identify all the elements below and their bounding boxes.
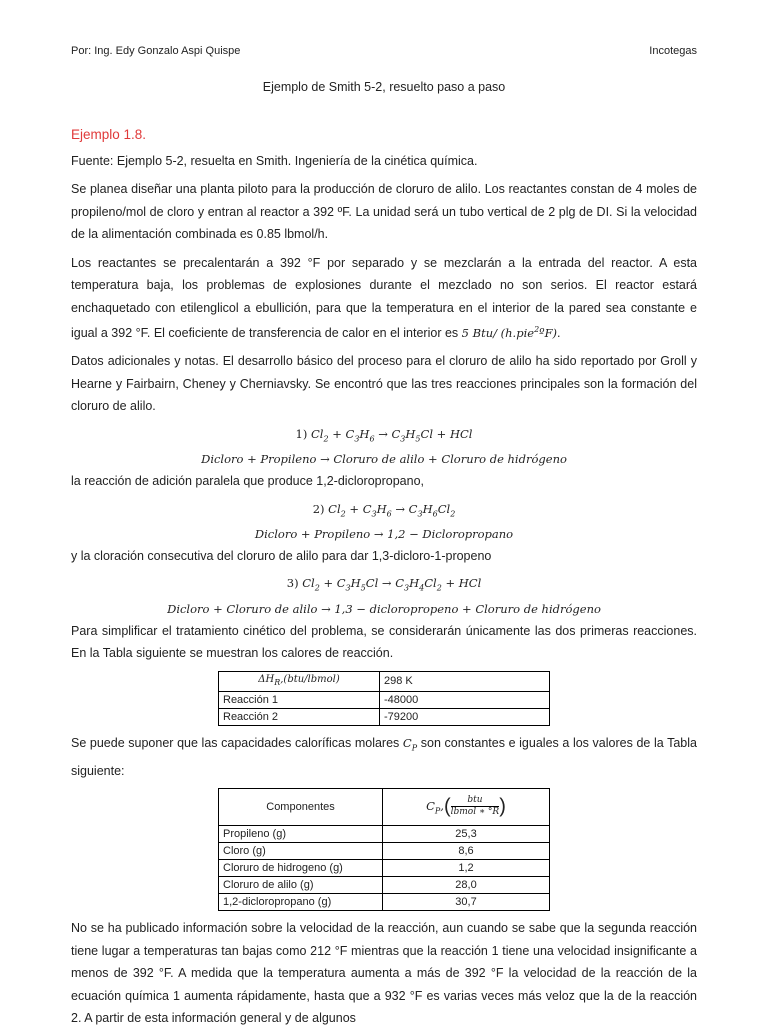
reaction-heat-cell: -48000 <box>380 691 550 708</box>
paragraph-kinetics: No se ha publicado información sobre la velocidad de la reacción, aun cuando se sabe que la segunda reacción tiene lugar a temperaturas tan bajas como 212 °F mientras que la reacción 1 tiene una velocidad insignificante a menos de 392 °F. A medida que la temperatura aumenta a más de 392 °F la velocidad de la reacción de la ecuación química 1 aumenta rápidamente, hasta que a 932 °F es varias veces más veloz que la de la reacción 2. A partir de esta información general y de algunos <box>71 921 697 1026</box>
reaction-2-words: Dicloro + Propileno → 1,2 − Dicloropropano <box>254 526 514 541</box>
table-row <box>219 860 550 877</box>
cp-symbol: $C_P$ <box>402 735 418 753</box>
table-row <box>219 691 550 708</box>
paragraph-preheat-text: Los reactantes se precalentarán a 392 °F por separado y se mezclarán a la entrada del reactor. A esta temperatura baja, los problemas de explosiones durante el mezclado no son serios. El reactor estará enchaquetado con etilenglicol a ebullición, para que la temperatura en el interior de la pared sea constante e igual a 392 °F. El coeficiente de transferencia de calor en el interior es <box>71 255 697 340</box>
component-cell: Cloruro de alilo (g) <box>219 877 383 894</box>
reaction-name-cell: Reacción 1 <box>219 691 380 708</box>
document-body <box>71 124 697 1036</box>
paragraph-heat-capacity: Se puede suponer que las capacidades caloríficas molares $C_P$ son constantes e iguales a los valores de la Tabla siguiente: <box>71 735 697 778</box>
reaction-1-words: Dicloro + Propileno → Cloruro de alilo + Cloruro de hidrógeno <box>201 452 567 467</box>
heat-capacity-table <box>218 788 550 911</box>
table-row <box>219 877 550 894</box>
reaction-3-words: Dicloro + Cloruro de alilo → 1,3 − dicloropropeno + Cloruro de hidrógeno <box>167 601 601 616</box>
cp-value-cell: 25,3 <box>383 826 550 843</box>
table-header-row <box>219 671 550 691</box>
component-cell: Propileno (g) <box>219 826 383 843</box>
cp-value-cell: 1,2 <box>383 860 550 877</box>
cp-value-cell: 8,6 <box>383 843 550 860</box>
reaction-1-formula: 1) $Cl_2 + C_3H_6 \to C_3H_5Cl$ + HCl <box>295 426 473 444</box>
paragraph-source: Fuente: Ejemplo 5-2, resuelta en Smith. Ingeniería de la cinética química. <box>71 153 478 168</box>
heat-column-header: $\Delta H_R,(btu/lbmol)$ <box>219 671 380 691</box>
table-row <box>219 708 550 725</box>
table-row <box>219 843 550 860</box>
reaction-heat-cell: -79200 <box>380 708 550 725</box>
org-label: Incotegas <box>649 45 697 57</box>
cp-value-cell: 30,7 <box>383 894 550 911</box>
component-cell: 1,2-dicloropropano (g) <box>219 894 383 911</box>
heats-of-reaction-table <box>218 671 550 726</box>
cp-value-cell: 28,0 <box>383 877 550 894</box>
table-row <box>219 894 550 911</box>
table-row <box>219 826 550 843</box>
page-header <box>71 45 697 61</box>
paragraph-additional-data: Datos adicionales y notas. El desarrollo básico del proceso para el cloruro de alilo ha sido reportado por Groll y Hearne y Fairbairn, Cheney y Cherniavsky. Se encontró que las tres reacciones principales son la formación del cloruro de alilo. <box>71 354 697 414</box>
cp-column-header: $C_P$,( $\frac{\text{btu}}{\text{lbmol ∗ °R}}$ ) <box>383 789 550 826</box>
reaction-2-formula: 2) $Cl_2 + C_3H_6 \to C_3H_6Cl_2$ <box>312 501 456 518</box>
paragraph-preheat: Los reactantes se precalentarán a 392 °F por separado y se mezclarán a la entrada del reactor. A esta temperatura baja, los problemas de explosiones durante el mezclado no son serios. El reactor estará enchaquetado con etilenglicol a ebullición, para que la temperatura en el interior de la pared sea constante e igual a 392 °F. El coeficiente de transferencia de calor en el interior es 5 Btu/ (h.pie$^2$ºF). <box>71 255 697 340</box>
table-header-row <box>219 789 550 826</box>
component-cell: Cloro (g) <box>219 843 383 860</box>
example-title: Ejemplo 1.8. <box>71 127 147 142</box>
document-title: Ejemplo de Smith 5-2, resuelto paso a paso <box>262 80 506 94</box>
paragraph-problem: Se planea diseñar una planta piloto para la producción de cloruro de alilo. Los reactantes constan de 4 moles de propileno/mol de cloro y entran al reactor a 392 ºF. La unidad será un tubo vertical de 2 plg de DI. Si la velocidad de la alimentación combinada es 0.85 lbmol/h. <box>71 182 697 241</box>
heat-coefficient: 5 Btu/ (h.pie$^2$ºF) <box>461 325 558 340</box>
reaction-name-cell: Reacción 2 <box>219 708 380 725</box>
component-column-header: Componentes <box>219 789 383 826</box>
author-label: Por: Ing. Edy Gonzalo Aspi Quispe <box>71 45 241 57</box>
reaction-3-formula: 3) $Cl_2 + C_3H_5Cl \to C_3H_4Cl_2$ + HCl <box>286 576 482 593</box>
paragraph-simplify: Para simplificar el tratamiento cinético del problema, se considerarán únicamente las dos primeras reacciones. En la Tabla siguiente se muestran los calores de reacción. <box>71 623 697 661</box>
paragraph-consecutive: y la cloración consecutiva del cloruro de alilo para dar 1,3-dicloro-1-propeno <box>71 548 492 563</box>
component-cell: Cloruro de hidrogeno (g) <box>219 860 383 877</box>
paragraph-parallel: la reacción de adición paralela que produce 1,2-dicloropropano, <box>71 474 425 489</box>
temperature-column-header: 298 K <box>380 671 550 691</box>
